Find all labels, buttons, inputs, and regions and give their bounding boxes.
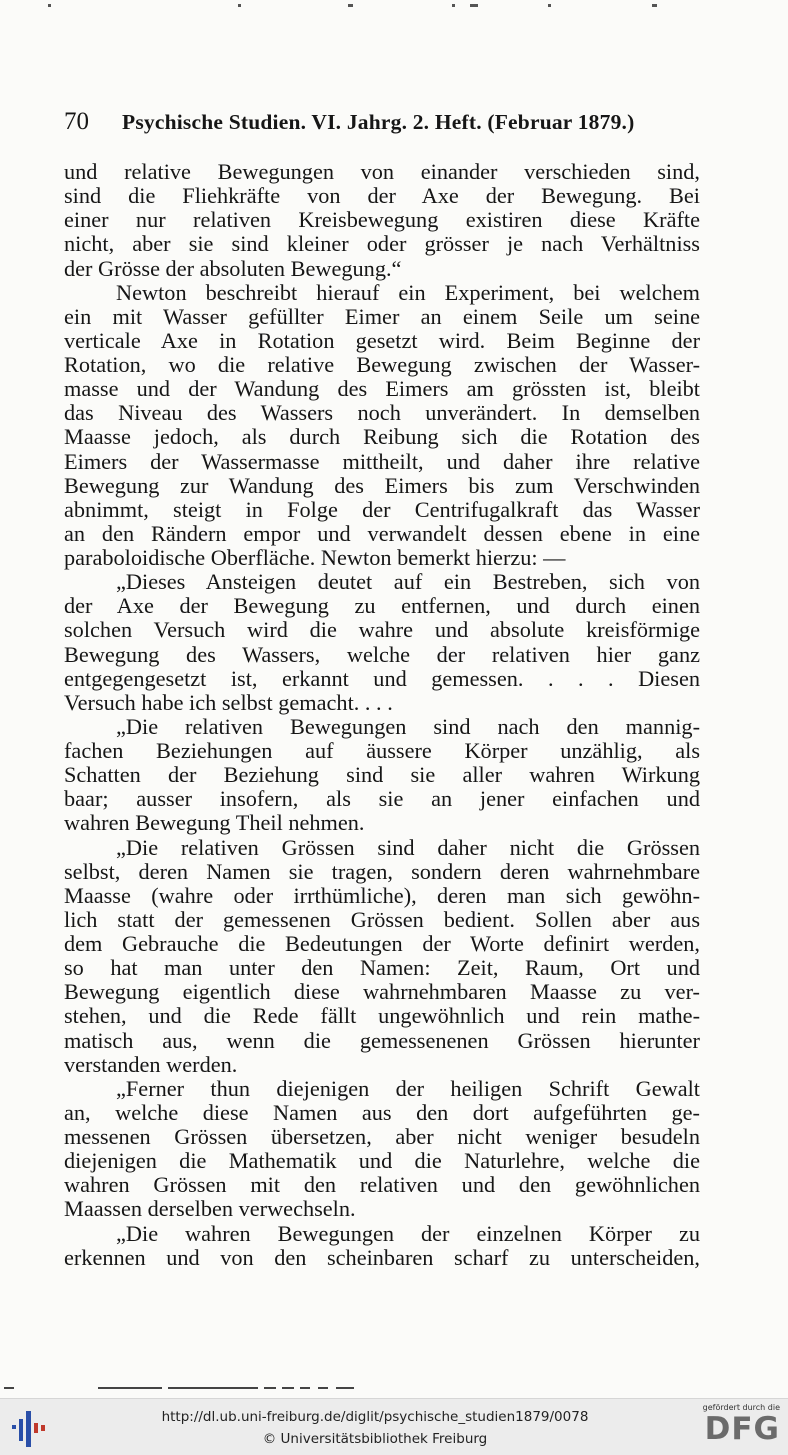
page-number: 70 — [64, 108, 89, 135]
text-line: wahren Grössen mit den relativen und den gewöhnlichen — [64, 1173, 700, 1198]
text-line: Versuch habe ich selbst gemacht. . . . — [64, 690, 393, 715]
text-line: verticale Axe in Rotation gesetzt wird. Beim Beginne der — [64, 328, 700, 353]
text-line: Schatten der Beziehung sind sie aller wahren Wirkung — [64, 763, 700, 788]
text-line: fachen Beziehungen auf äussere Körper unzählig, als — [64, 739, 700, 763]
text-line: Rotation, wo die relative Bewegung zwischen der Wasser- — [64, 353, 700, 377]
text-line: ein mit Wasser gefüllter Eimer an einem Seile um seine — [64, 304, 700, 329]
text-line: Bewegung des Wassers, welche der relativen hier ganz — [64, 642, 700, 667]
page-header — [64, 108, 700, 138]
text-line: stehen, und die Rede fällt ungewöhnlich und rein mathe- — [64, 1004, 700, 1029]
text-line: entgegengesetzt ist, erkannt und gemessen. . . . Diesen — [64, 666, 700, 691]
text-line: einer nur relativen Kreisbewegung existiren diese Kräfte — [64, 208, 700, 233]
text-line: Maassen derselben verwechseln. — [64, 1197, 356, 1222]
text-line: „Die wahren Bewegungen der einzelnen Körper zu — [116, 1221, 700, 1246]
document-url-link[interactable]: http://dl.ub.uni-freiburg.de/diglit/psychische_studien1879/0078 — [161, 1409, 589, 1425]
text-line: Bewegung eigentlich diese wahrnehmbaren Maasse zu ver- — [64, 980, 700, 1005]
text-line: abnimmt, steigt in Folge der Centrifugalkraft das Wasser — [64, 497, 700, 522]
text-line: sind die Fliehkräfte von der Axe der Bewegung. Bei — [64, 184, 700, 209]
text-line: erkennen und von den scheinbaren scharf zu unterscheiden, — [64, 1245, 700, 1270]
text-line: Maasse (wahre oder irrthümliche), deren man sich gewöhn- — [64, 883, 700, 908]
text-line: „Ferner thun diejenigen der heiligen Schrift Gewalt — [116, 1076, 700, 1101]
text-line: selbst, deren Namen sie tragen, sondern deren wahrnehmbare — [64, 859, 700, 884]
funder-logo-text: DFG — [704, 1411, 780, 1447]
text-line: Eimers der Wassermasse mittheilt, und daher ihre relative — [64, 449, 700, 474]
copyright-notice: © Universitätsbibliothek Freiburg — [262, 1431, 488, 1447]
text-line: so hat man unter den Namen: Zeit, Raum, Ort und — [64, 956, 700, 981]
text-line: solchen Versuch wird die wahre und absolute kreisförmige — [64, 618, 700, 643]
text-line: der Axe der Bewegung zu entfernen, und durch einen — [64, 594, 700, 619]
text-line: Bewegung zur Wandung des Eimers bis zum Verschwinden — [64, 473, 700, 498]
text-line: „Die relativen Grössen sind daher nicht die Grössen — [116, 835, 700, 860]
running-title: Psychische Studien. VI. Jahrg. 2. Heft. (Februar 1879.) — [122, 110, 635, 134]
funder-note: gefördert durch die — [702, 1403, 780, 1412]
text-line: der Grösse der absoluten Bewegung.“ — [64, 256, 402, 281]
text-line: und relative Bewegungen von einander verschieden sind, — [64, 160, 700, 184]
text-line: an, welche diese Namen aus den dort aufgeführten ge- — [64, 1100, 700, 1125]
viewer-footer — [0, 1398, 788, 1455]
text-line: messenen Grössen übersetzen, aber nicht weniger besudeln — [64, 1125, 700, 1149]
text-line: an den Rändern empor und verwandelt dessen ebene in eine — [64, 521, 700, 546]
text-line: lich statt der gemessenen Grössen bedient. Sollen aber aus — [64, 907, 700, 932]
text-line: matisch aus, wenn die gemessenenen Grössen hierunter — [64, 1028, 700, 1053]
text-line: „Die relativen Bewegungen sind nach den mannig- — [116, 714, 700, 739]
text-line: nicht, aber sie sind kleiner oder grösser je nach Verhältniss — [64, 232, 700, 257]
text-line: diejenigen die Mathematik und die Naturlehre, welche die — [64, 1149, 700, 1174]
scan-bottom-marks — [0, 1384, 788, 1392]
text-line: Maasse jedoch, als durch Reibung sich die Rotation des — [64, 425, 700, 450]
scan-edge-marks — [0, 0, 788, 20]
dfg-logo — [694, 1403, 780, 1453]
text-line: Newton beschreibt hierauf ein Experiment, bei welchem — [116, 280, 700, 305]
body-text — [64, 160, 700, 1270]
text-line: baar; ausser insofern, als sie an jener einfachen und — [64, 787, 700, 812]
ub-freiburg-logo-icon — [12, 1407, 50, 1449]
text-line: dem Gebrauche die Bedeutungen der Worte definirt werden, — [64, 932, 700, 956]
text-line: „Dieses Ansteigen deutet auf ein Bestreben, sich von — [116, 570, 700, 595]
text-line: das Niveau des Wassers noch unverändert. In demselben — [64, 401, 700, 426]
text-line: masse und der Wandung des Eimers am grössten ist, bleibt — [64, 377, 700, 402]
text-line: wahren Bewegung Theil nehmen. — [64, 811, 365, 836]
text-line: paraboloidische Oberfläche. Newton bemerkt hierzu: — — [64, 546, 566, 570]
text-line: verstanden werden. — [64, 1052, 238, 1077]
